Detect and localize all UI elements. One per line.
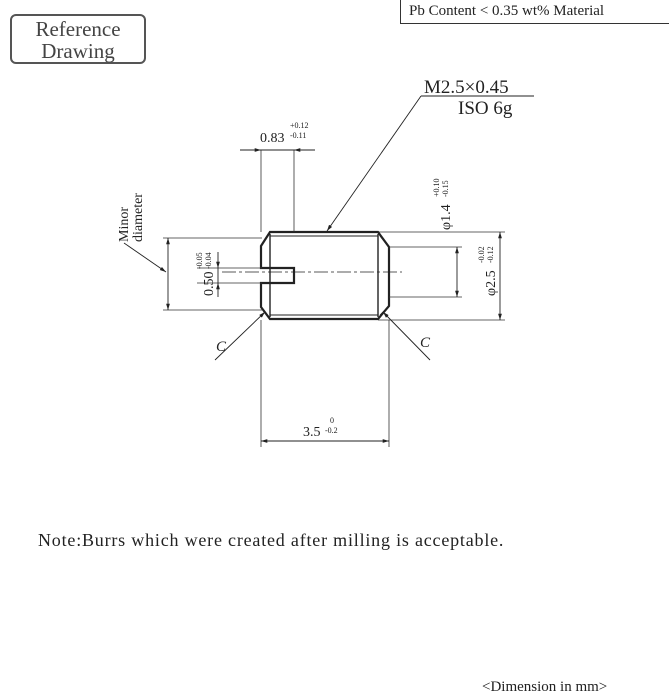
outer-diameter-dimension <box>477 246 499 296</box>
chamfer-left-label: C <box>216 339 227 355</box>
slot-depth-upper-tol: -0.05 <box>195 252 204 269</box>
dimension-unit-note: <Dimension in mm> <box>482 679 608 695</box>
minor-diameter-label <box>117 193 146 242</box>
thread-spec-label: M2.5×0.45 <box>424 77 509 98</box>
slot-width-value: 0.83 <box>260 131 285 146</box>
slot-depth-dimension <box>195 252 217 296</box>
minor-label: Minor <box>117 207 132 242</box>
diameter-label: diameter <box>131 193 146 242</box>
slot-depth-value: 0.50 <box>202 271 217 296</box>
chamfer-right-label: C <box>420 335 431 351</box>
tip-diameter-value: φ1.4 <box>439 204 454 230</box>
outer-diameter-value: φ2.5 <box>484 270 499 296</box>
tip-diameter-upper-tol: +0.10 <box>432 178 441 197</box>
slot-width-upper-tol: +0.12 <box>290 121 309 130</box>
outer-diameter-lower-tol: -0.12 <box>486 246 495 263</box>
set-screw-outline <box>261 232 389 319</box>
reference-label: Reference <box>35 17 121 41</box>
thread-class-label: ISO 6g <box>458 98 513 119</box>
burr-note: Note:Burrs which were created after milling is acceptable. <box>38 530 505 550</box>
drawing-label: Drawing <box>41 39 115 63</box>
slot-depth-lower-tol: -0.04 <box>204 252 213 269</box>
length-upper-tol: 0 <box>330 416 334 425</box>
length-lower-tol: -0.2 <box>325 426 338 435</box>
material-note-box: Pb Content < 0.35 wt% Material <box>400 0 669 24</box>
tip-diameter-dimension <box>432 178 454 230</box>
length-value: 3.5 <box>303 425 321 440</box>
outer-diameter-upper-tol: -0.02 <box>477 246 486 263</box>
slot-width-lower-tol: -0.11 <box>290 131 307 140</box>
tip-diameter-lower-tol: -0.15 <box>441 180 450 197</box>
extension-lines <box>163 150 505 447</box>
